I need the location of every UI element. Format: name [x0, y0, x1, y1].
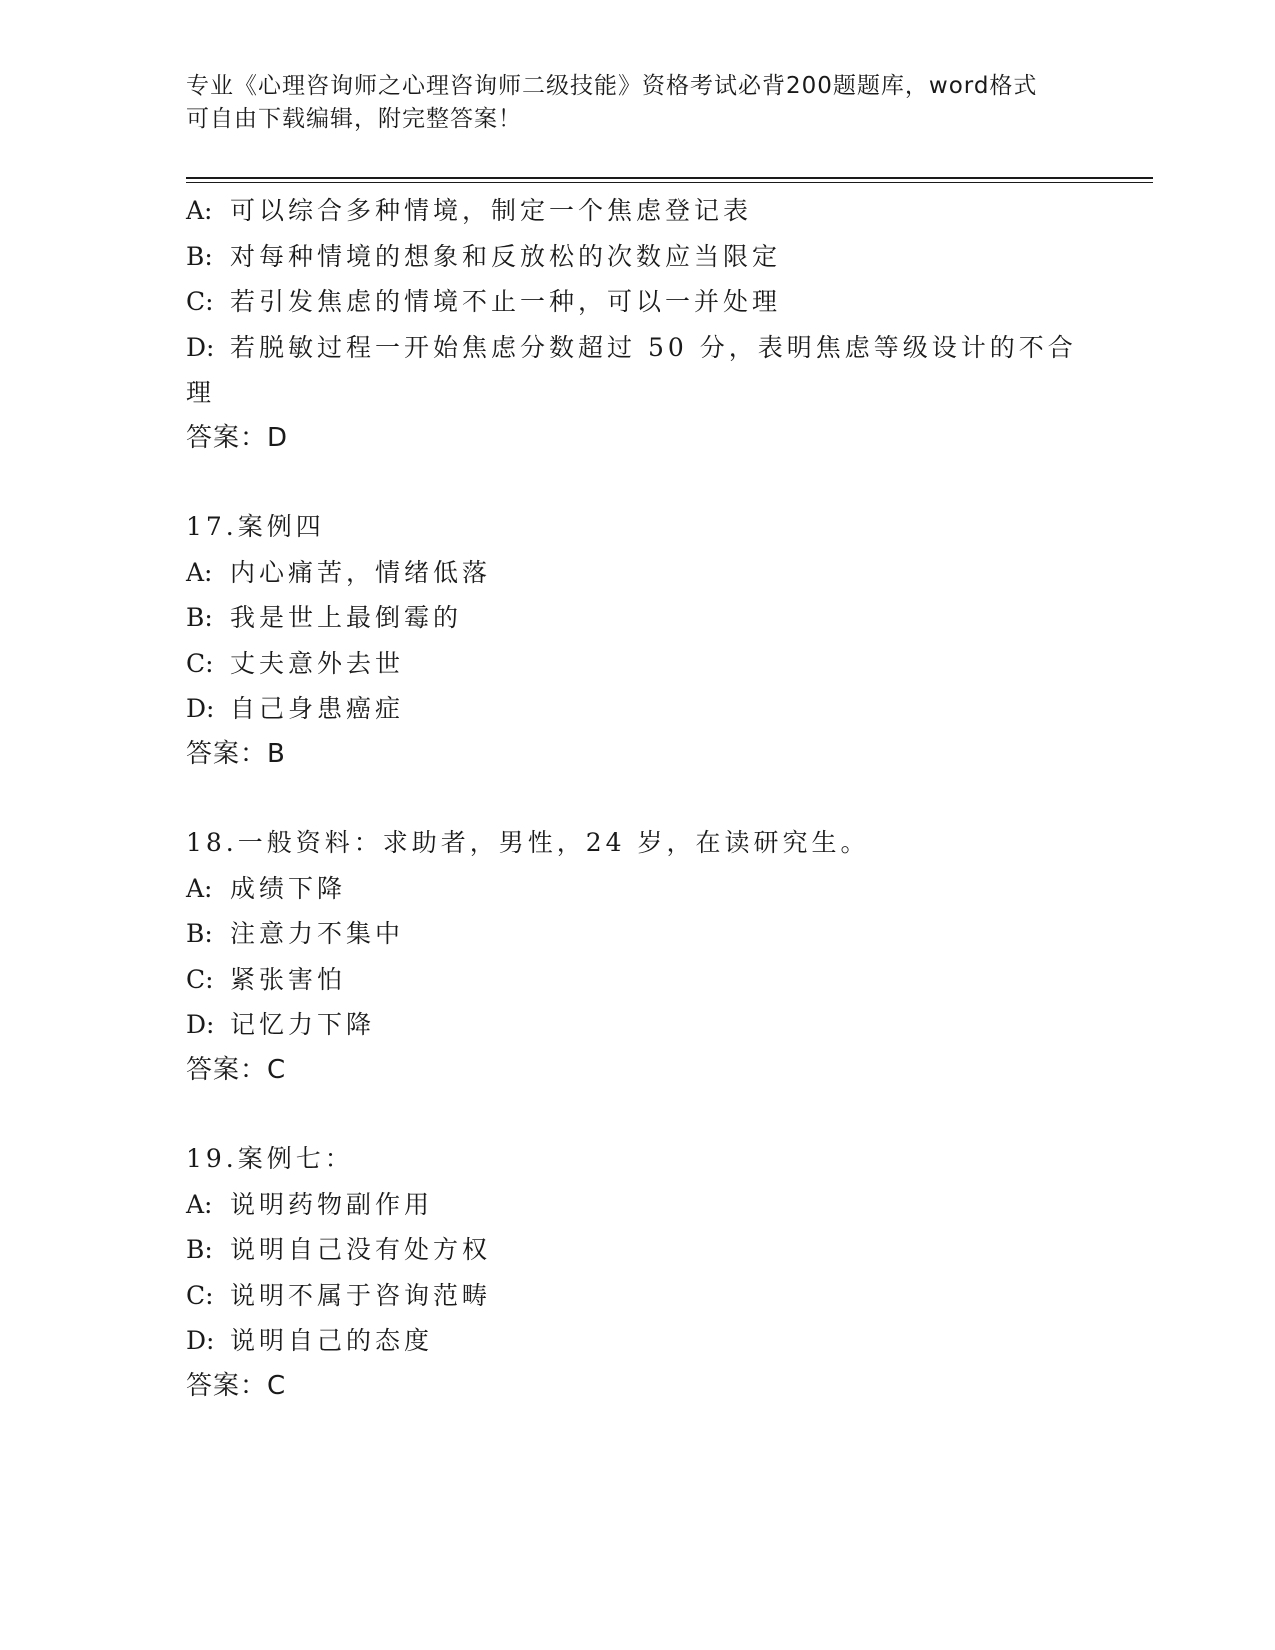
- spacer: [186, 777, 1066, 820]
- spacer: [186, 461, 1066, 504]
- header-rule-thick: [186, 177, 1153, 179]
- option-a: [186, 550, 1066, 596]
- spacer: [186, 1093, 1066, 1136]
- document-header: [186, 70, 1086, 136]
- option-key: D:: [186, 1326, 215, 1355]
- option-c: [186, 957, 1066, 1003]
- question-18: [186, 820, 1066, 1093]
- header-line-1: 专业《心理咨询师之心理咨询师二级技能》资格考试必背200题题库，word格式: [186, 73, 1038, 99]
- header-rule-thin: [186, 182, 1153, 183]
- option-key: B:: [186, 919, 213, 948]
- option-text: 若引发焦虑的情境不止一种，可以一并处理: [230, 287, 782, 316]
- question-title: 19.案例七：: [186, 1144, 354, 1173]
- option-a: [186, 188, 1066, 234]
- option-key: A:: [186, 873, 213, 903]
- option-key: A:: [186, 1189, 213, 1219]
- option-a: [186, 866, 1066, 912]
- option-key: C:: [186, 1280, 214, 1310]
- header-line-2: 可自由下载编辑，附完整答案！: [186, 106, 522, 132]
- option-c: [186, 279, 1066, 325]
- option-text: 可以综合多种情境，制定一个焦虑登记表: [230, 196, 753, 225]
- answer: 答案：C: [186, 1054, 287, 1085]
- option-b: [186, 911, 1066, 957]
- option-text: 紧张害怕: [230, 964, 347, 994]
- option-b: [186, 1227, 1066, 1273]
- option-key: B:: [186, 603, 213, 632]
- option-d: [186, 325, 1077, 371]
- option-d: [186, 1318, 1066, 1364]
- option-text: 自己身患癌症: [230, 694, 405, 723]
- option-c: [186, 641, 1066, 687]
- option-text: 若脱敏过程一开始焦虑分数超过 50 分，表明焦虑等级设计的不合: [230, 332, 1077, 362]
- answer: 答案：C: [186, 1370, 287, 1401]
- option-b: [186, 595, 1066, 641]
- option-key: D:: [186, 1010, 215, 1039]
- option-c: [186, 1273, 1066, 1319]
- option-d-continued: 理: [186, 378, 216, 407]
- option-text: 我是世上最倒霉的: [230, 603, 463, 632]
- option-a: [186, 1182, 1066, 1228]
- option-text: 丈夫意外去世: [230, 648, 405, 678]
- option-key: A:: [186, 196, 213, 225]
- option-text: 注意力不集中: [230, 919, 405, 948]
- option-text: 记忆力下降: [230, 1010, 376, 1039]
- answer: 答案：D: [186, 422, 289, 453]
- answer: 答案：B: [186, 738, 286, 769]
- option-key: C:: [186, 287, 214, 316]
- question-19: [186, 1136, 1066, 1409]
- option-key: D:: [186, 332, 215, 362]
- option-key: C:: [186, 648, 214, 678]
- question-title: 18.一般资料：求助者，男性，24 岁，在读研究生。: [186, 828, 870, 857]
- question-17: [186, 504, 1066, 777]
- option-text: 说明不属于咨询范畴: [230, 1280, 492, 1310]
- option-text: 说明自己没有处方权: [230, 1235, 492, 1264]
- question-16: [186, 188, 1077, 461]
- option-d: [186, 1002, 1066, 1048]
- option-key: C:: [186, 964, 214, 994]
- option-key: B:: [186, 1235, 213, 1264]
- option-text: 成绩下降: [230, 873, 347, 903]
- question-title: 17.案例四: [186, 512, 325, 541]
- option-key: B:: [186, 241, 213, 271]
- option-text: 对每种情境的想象和反放松的次数应当限定: [230, 241, 782, 271]
- option-b: [186, 234, 1066, 280]
- option-text: 说明药物副作用: [230, 1189, 434, 1219]
- option-d: [186, 686, 1066, 732]
- option-text: 内心痛苦，情绪低落: [230, 557, 492, 587]
- option-text: 说明自己的态度: [230, 1326, 434, 1355]
- option-key: A:: [186, 557, 213, 587]
- option-key: D:: [186, 694, 215, 723]
- question-list: [186, 188, 1077, 1409]
